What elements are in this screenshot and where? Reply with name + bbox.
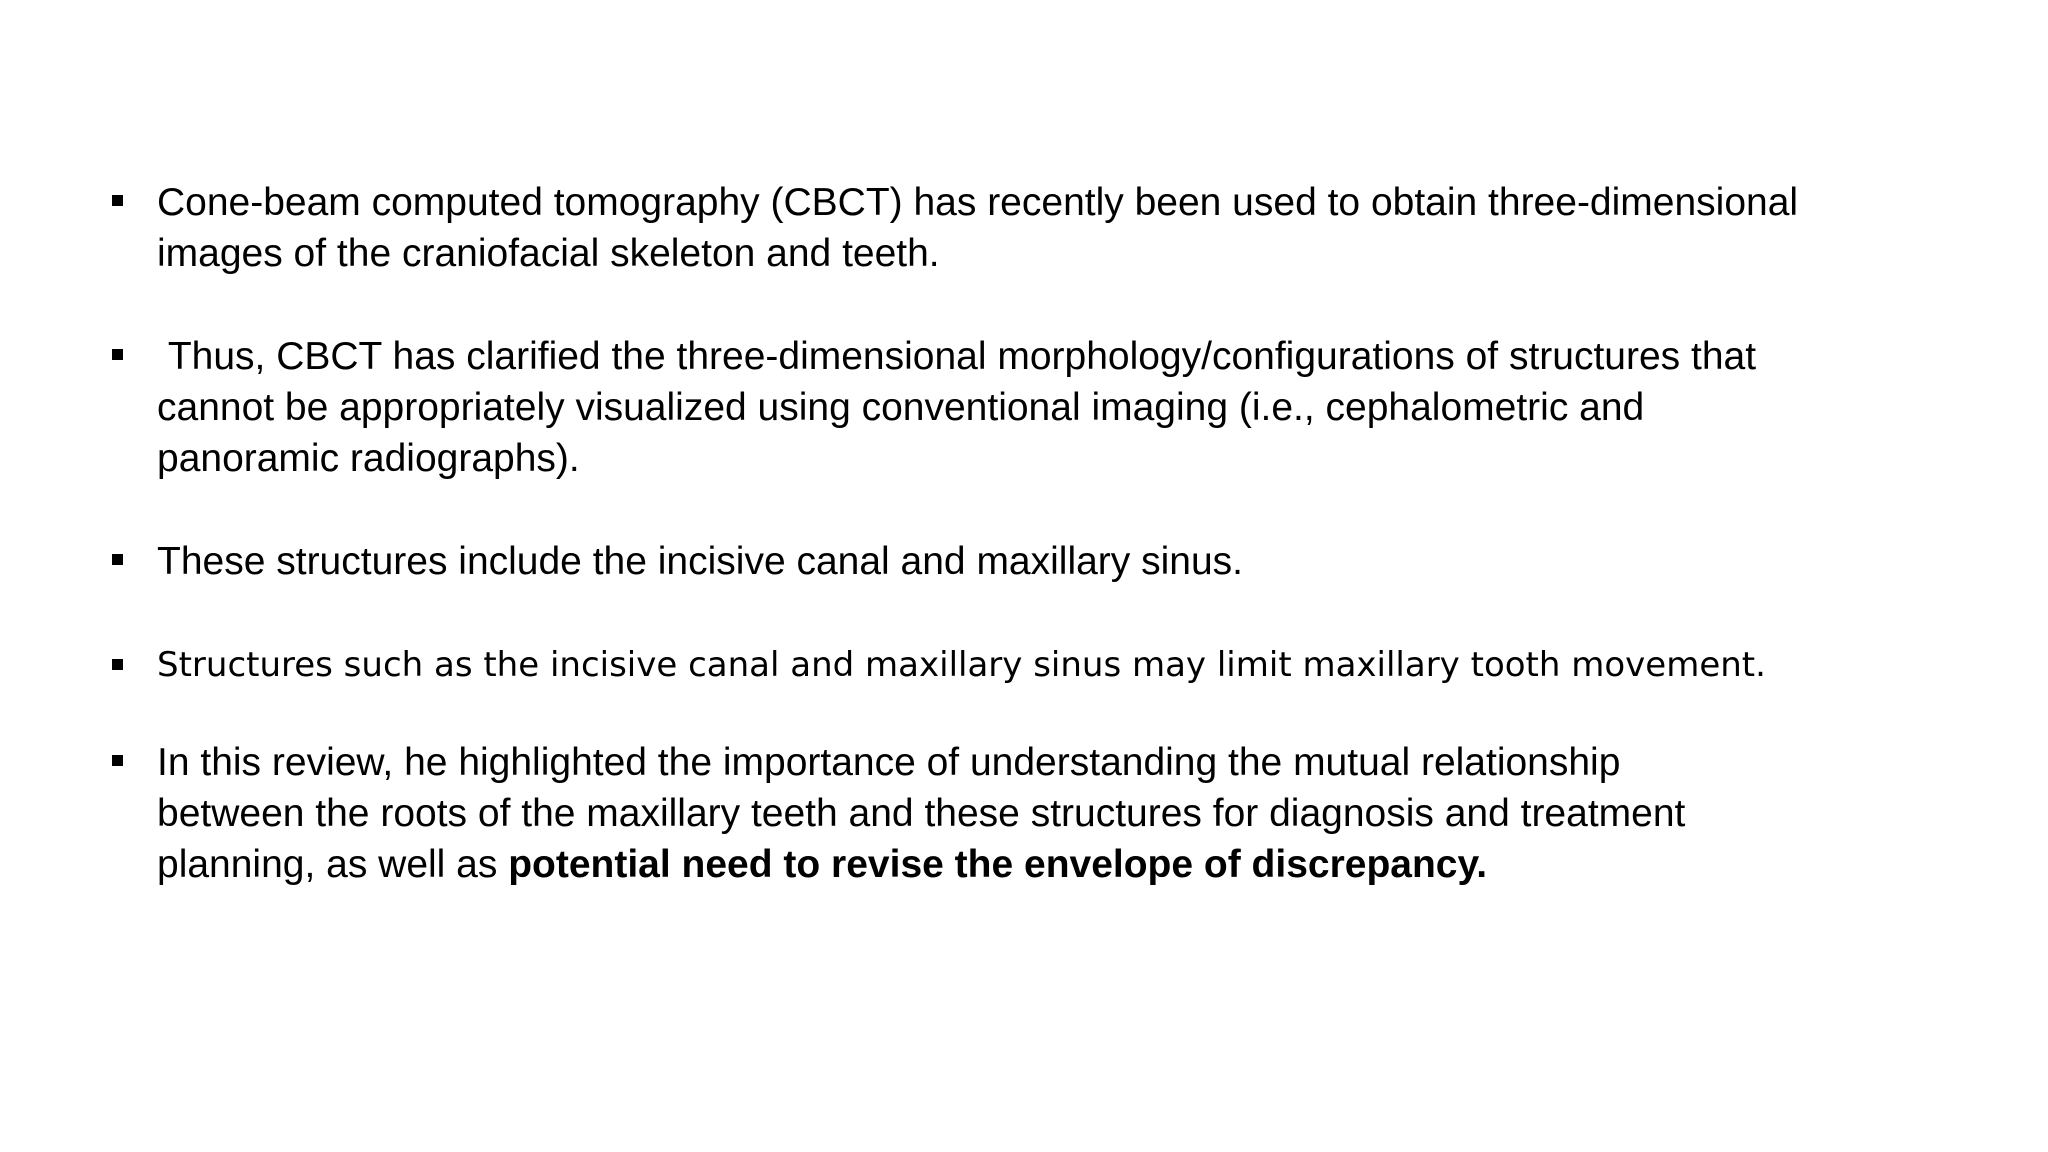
square-bullet-icon xyxy=(112,659,123,670)
square-bullet-icon xyxy=(112,554,123,565)
bullet-item-structures-include xyxy=(112,536,1812,587)
bullet-text: Cone-beam computed tomography (CBCT) has recently been used to obtain three-dimensional images of the craniofacial skeleton and teeth. xyxy=(157,181,1799,275)
square-bullet-icon xyxy=(112,349,123,360)
square-bullet-icon xyxy=(112,195,123,206)
bullet-item-cbct-clarified xyxy=(112,331,1799,484)
bullet-text: Structures such as the incisive canal and maxillary sinus may limit maxillary tooth movement. xyxy=(157,645,1766,685)
bullet-text: In this review, he highlighted the importance of understanding the mutual relationship between the roots of the maxillary teeth and these structures for diagnosis and treatment planning, as well as xyxy=(157,741,1686,886)
bullet-item-cbct-intro xyxy=(112,177,1812,279)
bullet-list xyxy=(112,177,1812,942)
bullet-bold-text: potential need to revise the envelope of discrepancy. xyxy=(508,843,1488,886)
bullet-text: Thus, CBCT has clarified the three-dimensional morphology/configurations of structures that cannot be appropriately visualized using conventional imaging (i.e., cephalometric and panoramic radiographs). xyxy=(157,335,1767,480)
bullet-item-tooth-movement xyxy=(112,639,1812,692)
bullet-item-review-importance xyxy=(112,737,1757,890)
bullet-text: These structures include the incisive canal and maxillary sinus. xyxy=(157,540,1244,583)
square-bullet-icon xyxy=(112,755,123,766)
